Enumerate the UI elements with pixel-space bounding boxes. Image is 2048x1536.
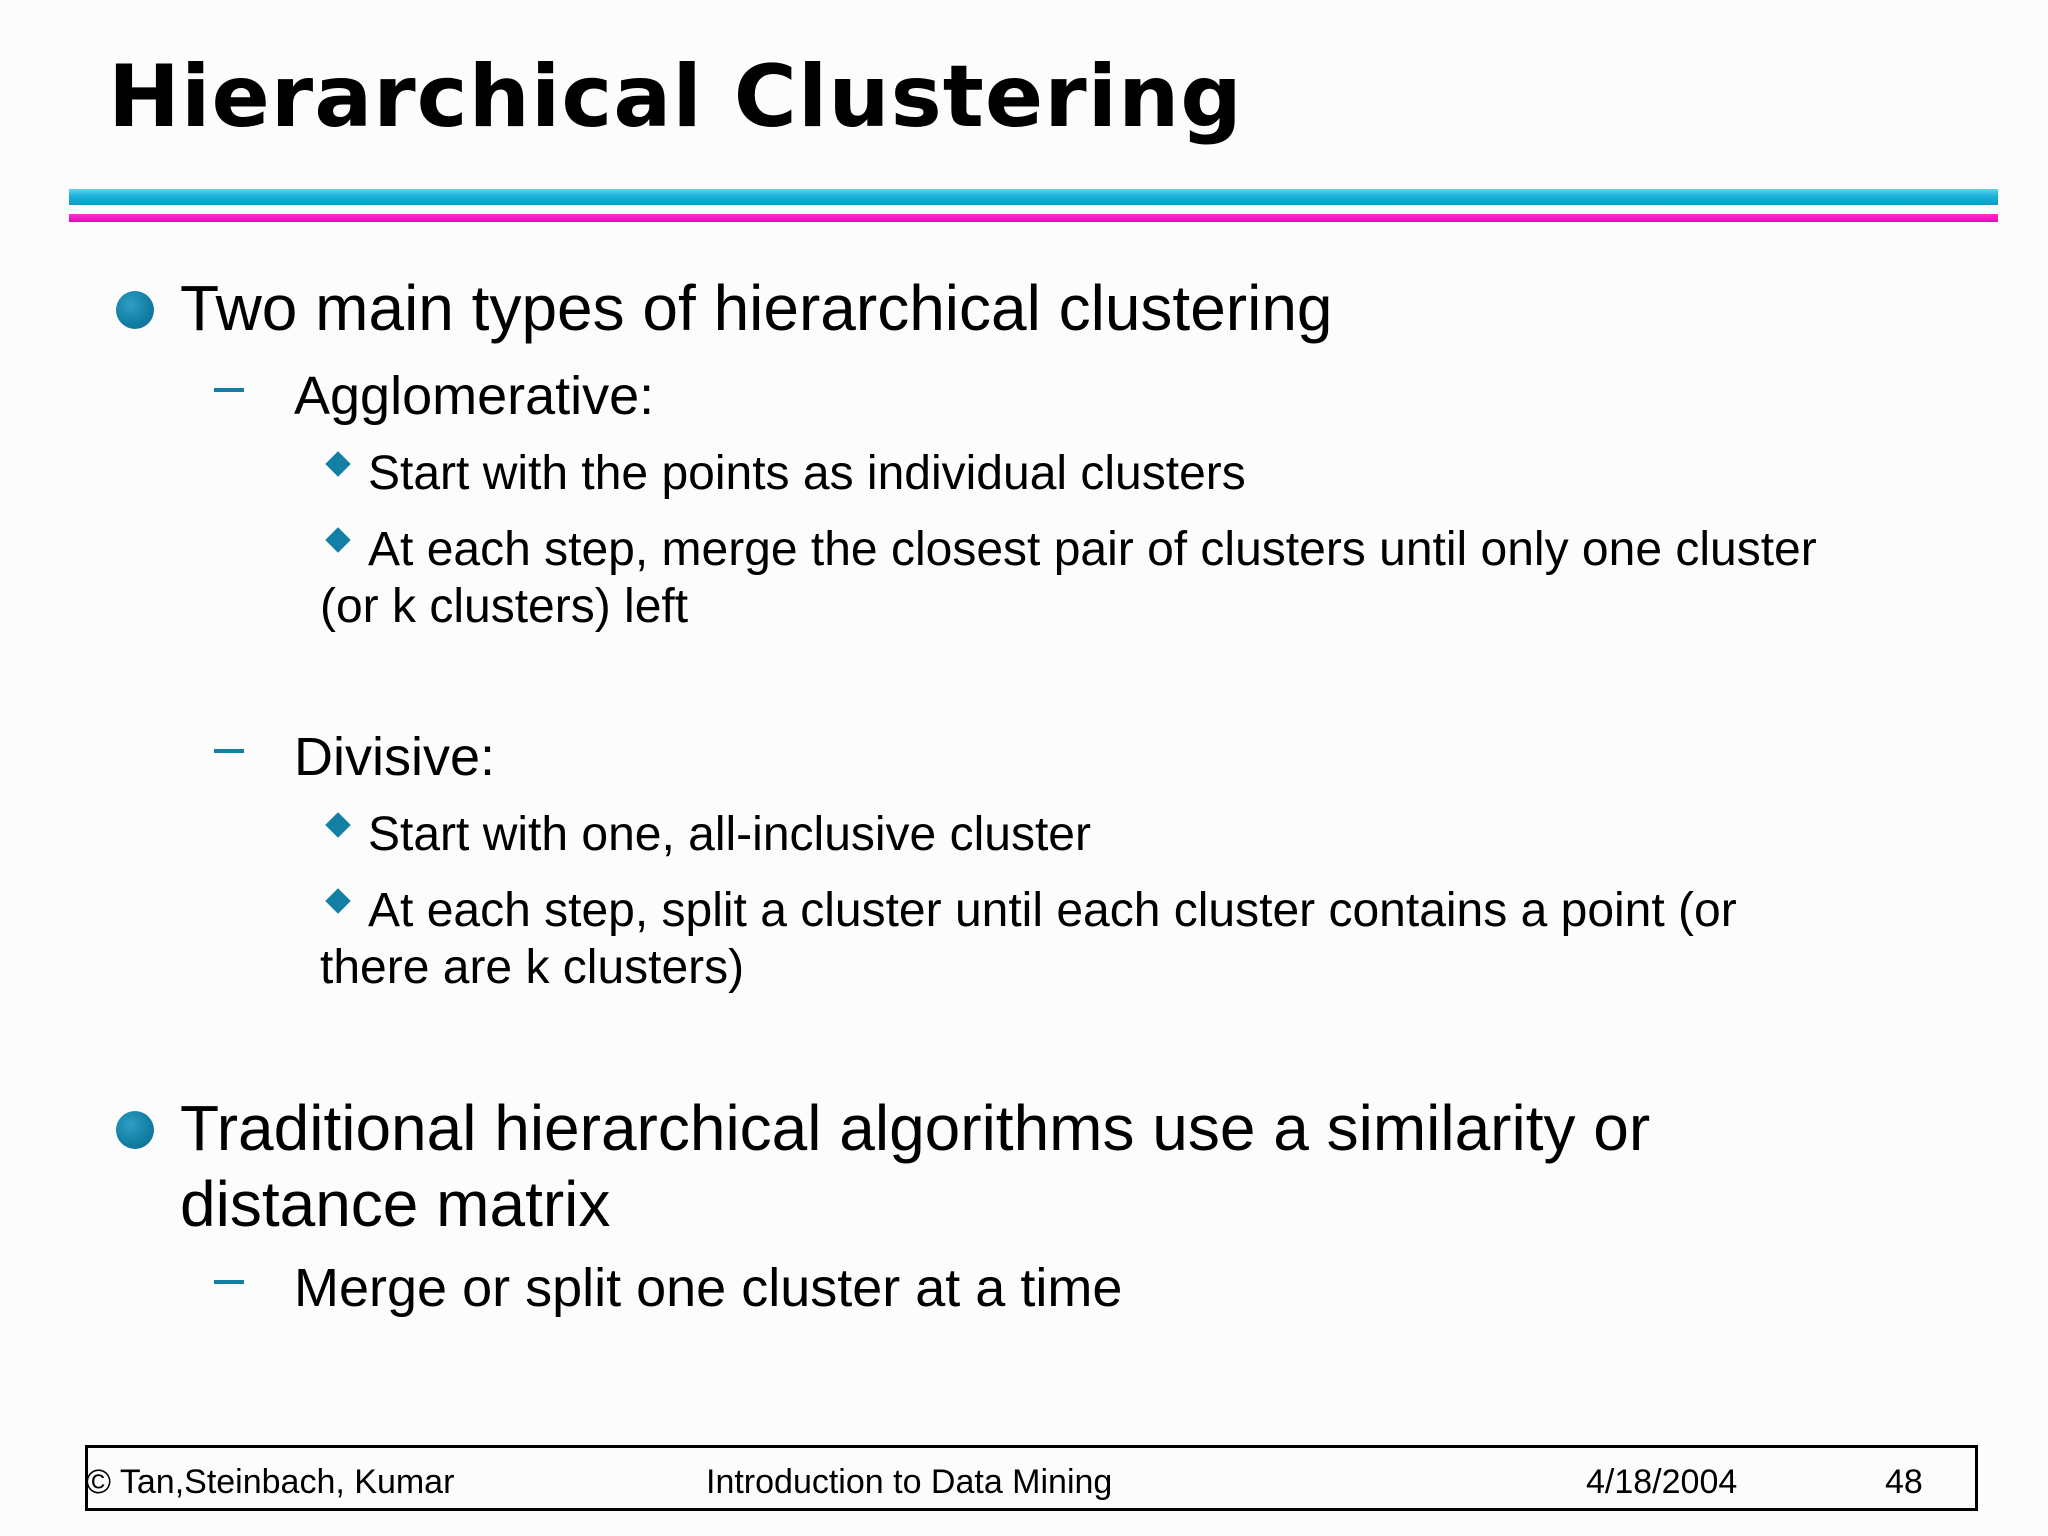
- item-text: At each step, split a cluster until each cluster contains a point (or: [368, 884, 1737, 937]
- agglomerative-item-2: [320, 521, 1817, 579]
- agglomerative-item-1: [320, 445, 1246, 503]
- dash-icon: [214, 749, 244, 753]
- sub-bullet-merge-split: [294, 1256, 1122, 1320]
- divisive-item-2-cont: [320, 939, 744, 997]
- dash-icon: [214, 388, 244, 392]
- bullet-hierarchical-types: [180, 270, 1333, 346]
- diamond-bullet-icon: [325, 888, 350, 913]
- divisive-item-1: [320, 806, 1091, 864]
- item-text: Start with one, all-inclusive cluster: [368, 808, 1091, 861]
- sub-bullet-agglomerative: [294, 364, 654, 428]
- sub-bullet-divisive: [294, 725, 495, 789]
- title-rule-magenta: [69, 214, 1998, 222]
- agglomerative-item-2-cont: [320, 578, 688, 636]
- bullet-text-continued: distance matrix: [180, 1168, 611, 1240]
- slide-title: Hierarchical Clustering: [108, 47, 1243, 147]
- footer-course-title: Introduction to Data Mining: [706, 1463, 1113, 1501]
- bullet-dot-icon: [116, 291, 154, 329]
- item-text: At each step, merge the closest pair of clusters until only one cluster: [368, 523, 1817, 576]
- bullet-text: Two main types of hierarchical clustering: [180, 272, 1333, 344]
- footer-page-number: 48: [1885, 1463, 1923, 1501]
- title-rule-cyan: [69, 189, 1998, 205]
- sub-bullet-label: Merge or split one cluster at a time: [294, 1258, 1123, 1318]
- bullet-traditional-algorithms: [180, 1090, 1650, 1166]
- bullet-text: Traditional hierarchical algorithms use a similarity or: [180, 1092, 1651, 1164]
- diamond-bullet-icon: [325, 527, 350, 552]
- diamond-bullet-icon: [325, 812, 350, 837]
- bullet-dot-icon: [116, 1111, 154, 1149]
- item-text-continued: there are k clusters): [320, 941, 745, 994]
- footer-copyright: © Tan,Steinbach, Kumar: [86, 1463, 455, 1501]
- footer-date: 4/18/2004: [1586, 1463, 1738, 1501]
- divisive-item-2: [320, 882, 1737, 940]
- item-text-continued: (or k clusters) left: [320, 580, 689, 633]
- sub-bullet-label: Agglomerative:: [294, 366, 655, 426]
- bullet-traditional-algorithms-cont: [180, 1166, 610, 1242]
- dash-icon: [214, 1280, 244, 1284]
- item-text: Start with the points as individual clusters: [368, 447, 1246, 500]
- diamond-bullet-icon: [325, 451, 350, 476]
- sub-bullet-label: Divisive:: [294, 727, 496, 787]
